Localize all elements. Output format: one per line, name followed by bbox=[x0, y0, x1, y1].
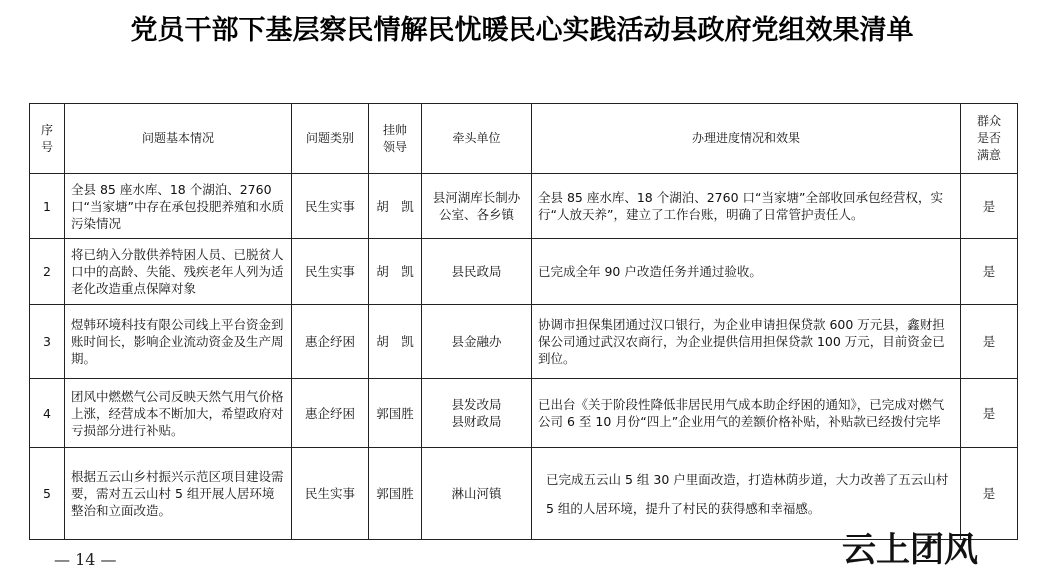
table-header-row bbox=[30, 104, 1018, 174]
table-row bbox=[30, 305, 1018, 379]
cell-issue: 将已纳入分散供养特困人员、已脱贫人口中的高龄、失能、残疾老年人列为适老化改造重点保障对象 bbox=[65, 239, 292, 305]
cell-category: 民生实事 bbox=[292, 239, 369, 305]
header-issue: 问题基本情况 bbox=[65, 104, 292, 174]
cell-category: 惠企纾困 bbox=[292, 305, 369, 379]
cell-lead-unit: 淋山河镇 bbox=[422, 448, 532, 540]
effect-list-table bbox=[29, 103, 1018, 540]
cell-lead-unit: 县河湖库长制办公室、各乡镇 bbox=[422, 174, 532, 239]
cell-issue: 根据五云山乡村振兴示范区项目建设需要，需对五云山村 5 组开展人居环境整治和立面改造。 bbox=[65, 448, 292, 540]
table-row bbox=[30, 174, 1018, 239]
document-title: 党员干部下基层察民情解民忧暖民心实践活动县政府党组效果清单 bbox=[130, 15, 914, 46]
cell-satisfied: 是 bbox=[961, 379, 1018, 448]
cell-satisfied: 是 bbox=[961, 239, 1018, 305]
cell-progress: 已完成全年 90 户改造任务并通过验收。 bbox=[532, 239, 961, 305]
header-lead-unit: 牵头单位 bbox=[422, 104, 532, 174]
header-leader: 挂帅领导 bbox=[369, 104, 422, 174]
header-seq: 序号 bbox=[30, 104, 65, 174]
cell-leader: 郭国胜 bbox=[369, 379, 422, 448]
cell-leader: 胡 凯 bbox=[369, 174, 422, 239]
header-progress: 办理进度情况和效果 bbox=[532, 104, 961, 174]
cell-progress: 已完成五云山 5 组 30 户里面改造，打造林荫步道，大力改善了五云山村 5 组的人居环境，提升了村民的获得感和幸福感。 bbox=[532, 448, 961, 540]
cell-satisfied: 是 bbox=[961, 174, 1018, 239]
cell-category: 惠企纾困 bbox=[292, 379, 369, 448]
cell-issue: 团风中燃燃气公司反映天然气用气价格上涨，经营成本不断加大，希望政府对亏损部分进行补贴。 bbox=[65, 379, 292, 448]
cell-issue: 全县 85 座水库、18 个湖泊、2760 口“当家塘”中存在承包投肥养殖和水质污染情况 bbox=[65, 174, 292, 239]
cell-leader: 胡 凯 bbox=[369, 305, 422, 379]
cell-category: 民生实事 bbox=[292, 174, 369, 239]
cell-issue: 煜韩环境科技有限公司线上平台资金到账时间长，影响企业流动资金及生产周期。 bbox=[65, 305, 292, 379]
cell-progress: 全县 85 座水库、18 个湖泊、2760 口“当家塘”全部收回承包经营权，实行“人放天养”，建立了工作台账，明确了日常管护责任人。 bbox=[532, 174, 961, 239]
cell-satisfied: 是 bbox=[961, 305, 1018, 379]
cell-seq: 3 bbox=[30, 305, 65, 379]
cell-seq: 1 bbox=[30, 174, 65, 239]
watermark-logo: 云上团风 bbox=[842, 530, 978, 570]
cell-seq: 5 bbox=[30, 448, 65, 540]
cell-lead-unit: 县发改局 县财政局 bbox=[422, 379, 532, 448]
cell-category: 民生实事 bbox=[292, 448, 369, 540]
cell-leader: 胡 凯 bbox=[369, 239, 422, 305]
header-category: 问题类别 bbox=[292, 104, 369, 174]
cell-satisfied: 是 bbox=[961, 448, 1018, 540]
cell-seq: 4 bbox=[30, 379, 65, 448]
cell-progress: 协调市担保集团通过汉口银行，为企业申请担保贷款 600 万元县，鑫财担保公司通过武汉农商行，为企业提供信用担保贷款 100 万元，目前资金已到位。 bbox=[532, 305, 961, 379]
header-satisfied: 群众是否满意 bbox=[961, 104, 1018, 174]
cell-lead-unit: 县金融办 bbox=[422, 305, 532, 379]
cell-progress: 已出台《关于阶段性降低非居民用气成本助企纾困的通知》，已完成对燃气公司 6 至 10 月份“四上”企业用气的差额价格补贴，补贴款已经拨付完毕 bbox=[532, 379, 961, 448]
table-row bbox=[30, 239, 1018, 305]
table-row bbox=[30, 379, 1018, 448]
cell-lead-unit: 县民政局 bbox=[422, 239, 532, 305]
cell-leader: 郭国胜 bbox=[369, 448, 422, 540]
page-number: — 14 — bbox=[54, 550, 117, 569]
cell-seq: 2 bbox=[30, 239, 65, 305]
